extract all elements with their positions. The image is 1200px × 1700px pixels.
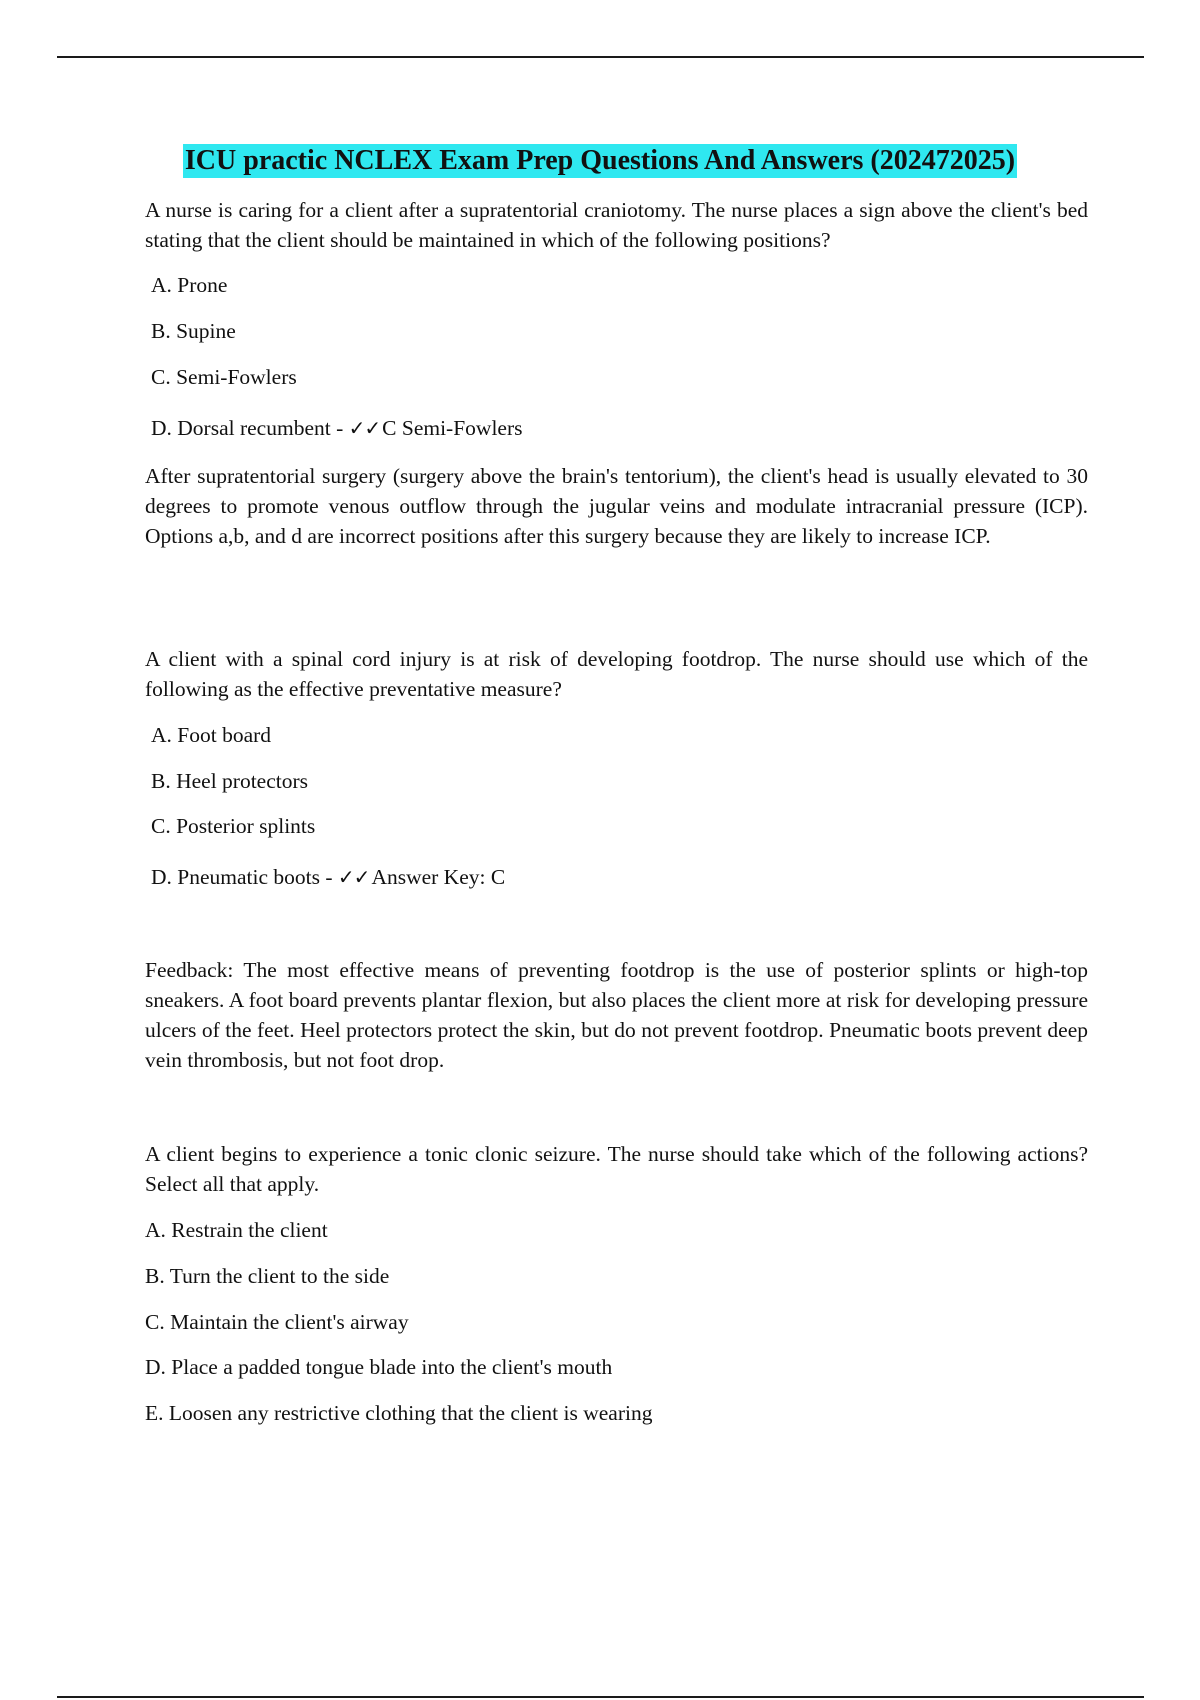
q2-option-d-label: D. Pneumatic boots - bbox=[151, 865, 338, 889]
q1-option-c: C. Semi-Fowlers bbox=[151, 365, 297, 389]
top-rule bbox=[57, 56, 1144, 58]
check-marks-icon: ✓✓ bbox=[337, 865, 370, 889]
q1-rationale: After supratentorial surgery (surgery above the brain's tentorium), the client's head is usually elevated to 30 degrees to promote venous outflow through the jugular veins and modulate intracranial pressure (ICP). Options a,b, and d are incorrect positions after this surgery because they are likely to increase ICP. bbox=[145, 464, 1088, 548]
q2-option-c: C. Posterior splints bbox=[151, 814, 316, 838]
q2-feedback: Feedback: The most effective means of preventing footdrop is the use of posterior splints or high-top sneakers. A foot board prevents plantar flexion, but also places the client more at risk for developing pressure ulcers of the feet. Heel protectors protect the skin, but do not prevent footdrop. Pneumatic boots prevent deep vein thrombosis, but not foot drop. bbox=[145, 958, 1088, 1072]
q3-option-c: C. Maintain the client's airway bbox=[145, 1310, 409, 1334]
page-title: ICU practic NCLEX Exam Prep Questions And Answers (202472025) bbox=[184, 145, 1016, 176]
check-marks-icon: ✓✓ bbox=[348, 416, 381, 440]
q1-question: A nurse is caring for a client after a supratentorial craniotomy. The nurse places a sign above the client's bed stating that the client should be maintained in which of the following positions? bbox=[145, 198, 1088, 252]
q2-question: A client with a spinal cord injury is at risk of developing footdrop. The nurse should use which of the following as the effective preventative measure? bbox=[145, 647, 1088, 701]
q1-option-d bbox=[151, 413, 523, 443]
q2-option-a: A. Foot board bbox=[151, 723, 272, 747]
q2-option-d bbox=[151, 862, 505, 892]
q2-answer: Answer Key: C bbox=[371, 865, 506, 889]
q1-answer: C Semi-Fowlers bbox=[382, 416, 523, 440]
q3-option-b: B. Turn the client to the side bbox=[145, 1264, 390, 1288]
q1-option-d-label: D. Dorsal recumbent - bbox=[151, 416, 349, 440]
q3-option-d: D. Place a padded tongue blade into the client's mouth bbox=[145, 1355, 613, 1379]
q1-option-b: B. Supine bbox=[151, 319, 236, 343]
q3-option-e: E. Loosen any restrictive clothing that the client is wearing bbox=[145, 1401, 653, 1425]
q1-option-a: A. Prone bbox=[151, 273, 228, 297]
q3-question: A client begins to experience a tonic clonic seizure. The nurse should take which of the following actions? Select all that apply. bbox=[145, 1142, 1088, 1196]
bottom-rule bbox=[57, 1696, 1144, 1698]
q2-option-b: B. Heel protectors bbox=[151, 769, 309, 793]
title-container bbox=[0, 144, 1200, 178]
q3-option-a: A. Restrain the client bbox=[145, 1218, 328, 1242]
